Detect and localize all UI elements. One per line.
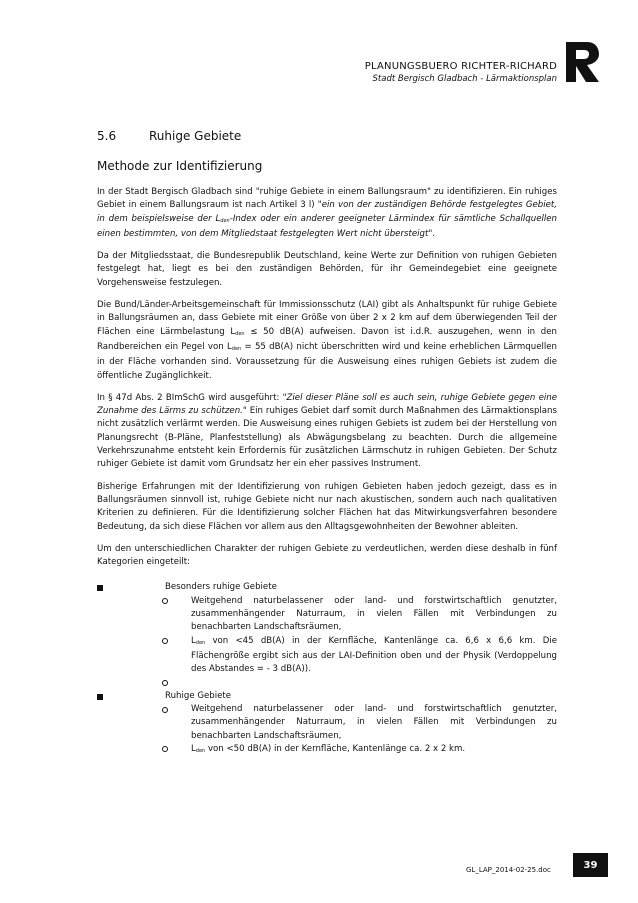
criteria-item: Weitgehend naturbelassener oder land- und forstwirtschaftlich genutzter, zusammenhängender Naturraum, in vielen Fällen mit Verbindungen zu benachbarten Landschaftsräumen,: [97, 595, 557, 635]
criteria-item: [97, 677, 557, 690]
category-title: Besonders ruhige Gebiete: [165, 582, 277, 593]
category-item: [97, 581, 557, 594]
square-bullet-icon: [97, 585, 103, 591]
paragraph-1: In der Stadt Bergisch Gladbach sind "ruhige Gebiete in einem Ballungsraum" zu identifizieren. Ein ruhiges Gebiet in einem Ballungsraum ist nach Artikel 3 l) "ein von der zuständigen Behörde festgelegtes Gebiet, in dem beispielsweise der $L_{den}$-Index oder ein anderer geeigneter Lärmindex für sämtliche Schallquellen einen bestimmten, von dem Mitgliedstaat festgelegten Wert nicht übersteigt".: [97, 187, 558, 239]
criteria-item: Weitgehend naturbelassener oder land- und forstwirtschaftlich genutzter, zusammenhängender Naturraum, in vielen Fällen mit Verbindungen zu benachbarten Landschaftsräumen,: [97, 703, 557, 743]
page-number: 39: [573, 853, 608, 877]
category-item: [97, 690, 557, 703]
paragraph-5: Bisherige Erfahrungen mit der Identifizierung von ruhigen Gebieten haben jedoch gezeigt, dass es in Ballungsräumen sinnvoll ist, ruhige Gebiete nicht nur nach akustischen, sondern auch nach qualitativen Kriterien zu definieren. Für die Identifizierung solcher Flächen hat das Mitwirkungsverfahren besondere Bedeutung, da sich diese Flächen vor allem aus den Alltagsgewohnheiten der Bewohner ableiten.: [97, 481, 557, 532]
category-title: Ruhige Gebiete: [165, 690, 232, 701]
circle-bullet-icon: [162, 707, 168, 713]
paragraph-6: Um den unterschiedlichen Charakter der ruhigen Gebiete zu verdeutlichen, werden diese deshalb in fünf Kategorien eingeteilt:: [97, 543, 557, 568]
paragraph-3: Die Bund/Länder-Arbeitsgemeinschaft für Immissionsschutz (LAI) gibt als Anhaltspunkt für ruhige Gebiete in Ballungsräumen an, dass Gebiete mit einer Größe von über 2 x 2 km auf dem überwiegenden Teil der Flächen eine Lärmbelastung $L_{den} \le 50$ dB(A) aufweisen. Davon ist i.d.R. auszugehen, wenn in den Randbereichen ein Pegel von $L_{den} = 55$ dB(A) nicht überschritten wird und keine erheblichen Lärmquellen in der Fläche vorhanden sind. Voraussetzung für die Ausweisung eines ruhigen Gebiets ist zudem die öffentliche Zugänglichkeit.: [97, 300, 557, 381]
square-bullet-icon: [97, 694, 103, 700]
header-company: PLANUNGSBUERO RICHTER-RICHARD: [364, 61, 557, 72]
criteria-item: $L_{den}$ von <50 dB(A) in der Kernfläche, Kantenlänge ca. 2 x 2 km.: [97, 743, 557, 758]
category-list: [97, 581, 557, 758]
paragraph-2: Da der Mitgliedsstaat, die Bundesrepublik Deutschland, keine Werte zur Definition von ruhigen Gebieten festgelegt hat, liegt es bei den zuständigen Behörden, für ihr Gemeindegebiet eine geeignete Vorgehensweise festzulegen.: [97, 251, 557, 288]
footer-doc-ref: GL_LAP_2014-02-25.doc: [466, 866, 551, 874]
circle-bullet-icon: [162, 598, 168, 604]
circle-bullet-icon: [162, 680, 168, 686]
criteria-item: $L_{den}$ von <45 dB(A) in der Kernfläche, Kantenlänge ca. 6,6 x 6,6 km. Die Flächengröße ergibt sich aus der LAI-Definition oben und der Physik (Verdoppelung des Abstandes = - 3 dB(A)).: [97, 635, 557, 677]
section-title: Ruhige Gebiete: [149, 129, 242, 143]
section-heading: [97, 129, 557, 143]
r-logo-icon: [565, 40, 601, 84]
header-project: Stadt Bergisch Gladbach - Lärmaktionsplan: [372, 74, 557, 84]
subheading: Methode zur Identifizierung: [97, 159, 263, 173]
main-content: [97, 129, 557, 758]
circle-bullet-icon: [162, 746, 168, 752]
paragraph-4: In § 47d Abs. 2 BImSchG wird ausgeführt: "Ziel dieser Pläne soll es auch sein, ruhige Gebiete gegen eine Zunahme des Lärms zu schützen." Ein ruhiges Gebiet darf somit durch Maßnahmen des Lärmaktionsplans nicht zusätzlich verlärmt werden. Die Ausweisung eines ruhigen Gebiets ist zudem bei der Herstellung von Planungsrecht (B-Pläne, Planfeststellung) als Abwägungsbelang zu beachten. Durch die allgemeine Verkehrszunahme entsteht kein Erfordernis für zusätzlichen Lärmschutz in ruhigen Gebieten. Der Schutz ruhiger Gebiete ist damit vom Grundsatz her ein eher passives Instrument.: [97, 392, 557, 470]
section-number: 5.6: [97, 129, 117, 143]
circle-bullet-icon: [162, 638, 168, 644]
